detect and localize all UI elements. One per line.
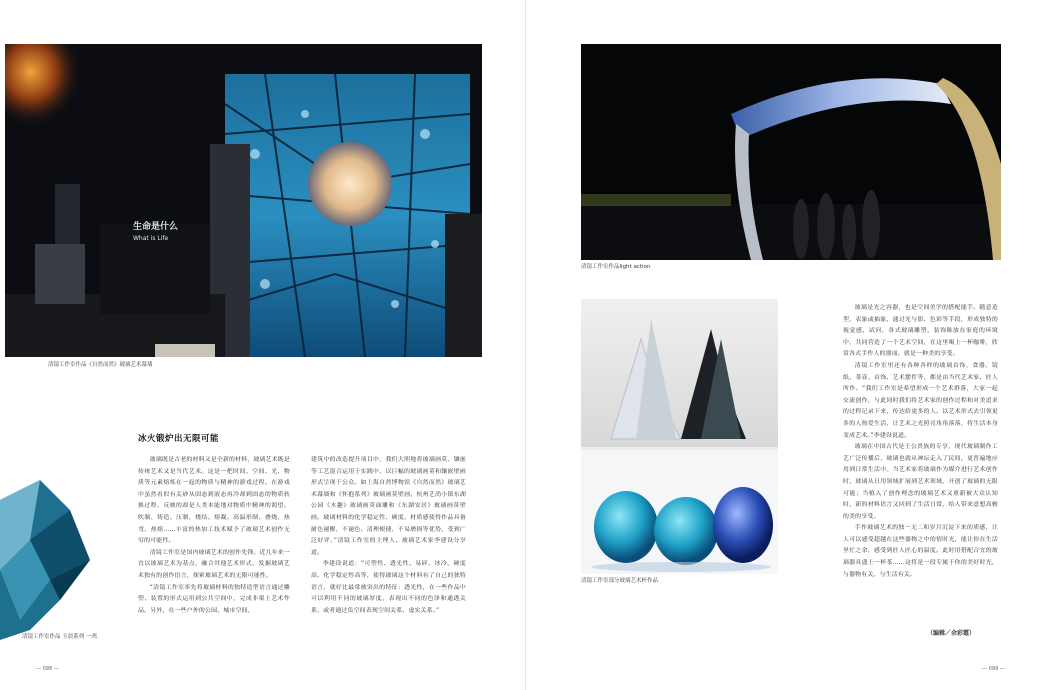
stained-glass-photo <box>5 44 482 357</box>
text-column-1 <box>138 455 290 617</box>
arch-illustration <box>581 44 1001 260</box>
exhibit-sign <box>133 219 178 242</box>
light-action-photo <box>581 44 1001 260</box>
origami-rooster-photo <box>0 480 96 644</box>
sign-title: 生命是什么 <box>133 222 179 232</box>
paragraph: 李建设说道：“可塑性、透光性、易碎、冰冷、硬度高、化学稳定性高等，使得玻璃这个材料有了自己的独特语言，就好比最常被突出的特征：透光性，在一些作品中可以利用不同的玻璃厚度，表现出不同的色泽和通透关系，或者通过负空间表现空间关系、虚实关系。” <box>311 561 466 614</box>
glass-sculptures-illustration <box>581 299 778 574</box>
right-page <box>527 0 1053 690</box>
page-number: — 098 — <box>36 666 59 672</box>
paragraph: 玻璃是光之容器，也是空间美学的搭配能手。随意造型，表象或抽象，通过光与影、色彩等手段，形成独特的视觉感，试问，各式玻璃雕塑，装饰陈放在家庭的环境中，共同营造了一个艺术空间，在这里喝上一杯咖啡，欣赏各式手作人的器皿，就是一种美的享受。 <box>843 305 998 358</box>
paragraph: “清镜工作室率先将玻璃材料的独特造型语言通过雕塑、装置的形式运用到公共空间中，完成非架上艺术作品。另外，在一些户外的公园、城市空间、 <box>138 584 290 614</box>
paragraph: 手作玻璃艺术的独一无二和岁月沉淀下来的质感，让人可以感受超越在这些器物之中的情时光，能让你在生活里忙之余，感受到匠人匠心的温度。此时用搭配合宜的玻璃器具盛上一杯茶……这将是一段专属于你的美好时光，与器物有关，与生活有关。 <box>843 525 998 578</box>
paragraph: 清镜工作室里还有各种各样的玻璃首饰、食器、镜纸、茶壶、首饰、艺术摆件等，都是由当代艺术家、匠人所作。“我们工作室是希望形成一个艺术群落，大家一起交流创作，与此同时我们将艺术家的创作过程和对美追求的过程记录下来，传达给更多的人。以艺术形式去引领更多的人热爱生活，让艺术之光照亮角角落落，将生活本身变成艺术。”李建设说道。 <box>843 362 998 439</box>
left-page <box>0 0 526 690</box>
origami-illustration <box>0 480 96 644</box>
text-column-3 <box>843 303 998 581</box>
origami-caption: 清镜工作室作品 玉晨系列 一鸡 <box>22 634 97 640</box>
stained-glass-caption: 清镜工作室作品《自然而然》玻璃艺术幕墙 <box>48 362 153 368</box>
stained-glass-illustration <box>5 44 482 357</box>
editor-credit: （编辑／余彩霞） <box>927 630 976 637</box>
glass-cups-caption: 清镜工作室部分玻璃艺术杯作品 <box>581 578 659 584</box>
glass-cups-photo <box>581 299 778 574</box>
paragraph: 建筑中的改造提升项目中，我们大胆地将玻璃画莫、镶嵌等工艺混合运用于实践中，以巨幅的玻璃画莫和镶嵌壁画形式呈现于公众。如上海自然博物馆《自然而然》玻璃艺术幕墙和《怀抱系列》玻璃画莫壁画、杭州艺尚小镇东湖公园《水趣》玻璃画莫面雕和《东湖安居》玻璃画莫壁画。玻璃材料的化学稳定性、硬度、材质感使得作品具备耐色褪醒，不褪色、清理便捷、不易磨损等优势，受到广泛好评。”清镜工作室的主理人、玻璃艺术家李建设分享道。 <box>311 457 466 556</box>
paragraph: 玻璃既是古老的材料又是全新的材料，玻璃艺术既是传统艺术又是当代艺术。这是一把时间、空间、光、物质等元素熔炼在一起的物质与精神的游戏过程。在游戏中虽然看似有关砂从固态到液态再冷却到固态的物质转换过程，反映的却是人类本能地对物质中精神的渴望。吹制、铸造、压制、烧结、熔凝、高温形制、叠烧、热弯、热熔……丰富的热加工技术赋予了玻璃艺术创作无穷的可能性。 <box>138 457 290 545</box>
paragraph: 清镜工作室是国内玻璃艺术的创作先锋。近几年来一直以玻璃艺术为基点，融合其他艺术形式，发掘玻璃艺术独有的创作语言，探索玻璃艺术的无限可能性。 <box>138 549 290 579</box>
paragraph: 玻璃在中国古代是王公贵族的专享，现代玻璃制作工艺广泛传播后，玻璃也就从神坛走入了民间，更普遍地应用到日常生活中。当艺术家将玻璃作为媒介进行艺术创作时，玻璃从日用领域扩展到艺术领域，开创了玻璃的无限可能；当植入了创作理念的玻璃艺术又重新被大众认知时，新的材料语言又回到了生活日常，给人带来意想高雅的美的享受。 <box>843 444 998 520</box>
sign-subtitle: What is Life <box>133 235 169 242</box>
section-heading: 冰火锻炉出无限可能 <box>138 434 220 444</box>
page-number: — 099 — <box>982 666 1005 672</box>
light-action-caption: 清镜工作室作品light action <box>581 264 651 270</box>
text-column-2 <box>311 455 466 617</box>
